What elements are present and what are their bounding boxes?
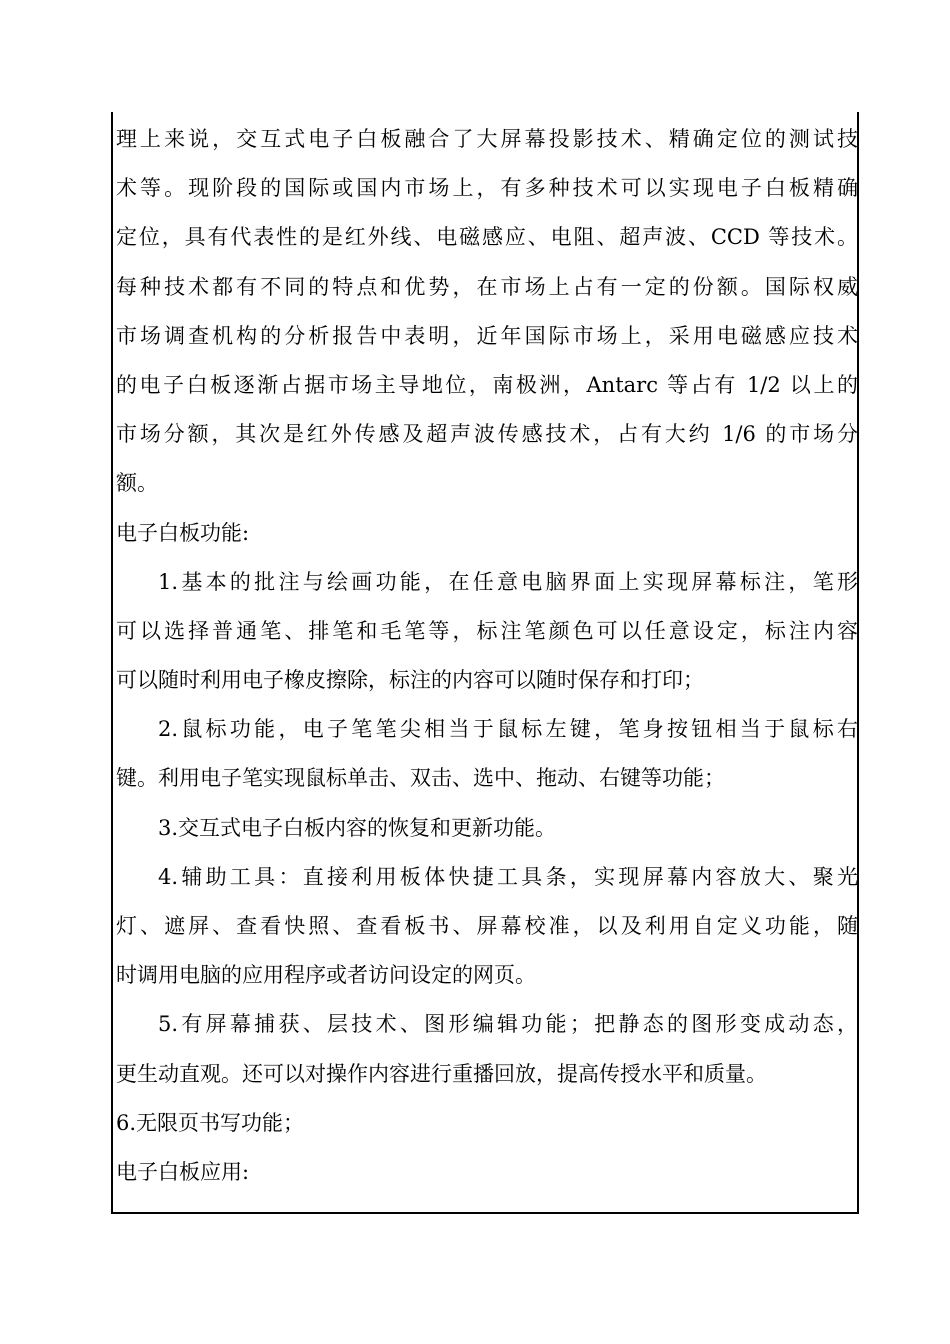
list-item-6: 6.无限页书写功能； bbox=[116, 1110, 305, 1135]
document-body bbox=[116, 115, 858, 1197]
list-item-1-line-1: 1.基本的批注与绘画功能，在任意电脑界面上实现屏幕标注，笔形 bbox=[158, 569, 858, 594]
list-item-3: 3.交互式电子白板内容的恢复和更新功能。 bbox=[158, 815, 557, 840]
list-item-5-line-1: 5.有屏幕捕获、层技术、图形编辑功能；把静态的图形变成动态， bbox=[158, 1012, 858, 1037]
list-item-4-line-1: 4.辅助工具：直接利用板体快捷工具条，实现屏幕内容放大、聚光 bbox=[158, 864, 858, 889]
text-line-4: 每种技术都有不同的特点和优势，在市场上占有一定的份额。国际权威 bbox=[116, 274, 858, 299]
list-item-4-line-2: 灯、遮屏、查看快照、查看板书、屏幕校准，以及利用自定义功能，随 bbox=[116, 914, 858, 938]
text-line-6: 的电子白板逐渐占据市场主导地位，南极洲，Antarc 等占有 1/2 以上的 bbox=[116, 372, 858, 397]
text-line-5: 市场调查机构的分析报告中表明，近年国际市场上，采用电磁感应技术 bbox=[116, 323, 858, 348]
text-line-8: 额。 bbox=[116, 471, 158, 496]
text-line-3: 定位，具有代表性的是红外线、电磁感应、电阻、超声波、CCD 等技术。 bbox=[116, 225, 858, 250]
list-item-2-line-1: 2.鼠标功能，电子笔笔尖相当于鼠标左键，笔身按钮相当于鼠标右 bbox=[158, 717, 858, 742]
text-line-2: 术等。现阶段的国际或国内市场上，有多种技术可以实现电子白板精确 bbox=[116, 176, 858, 201]
text-line-7: 市场分额，其次是红外传感及超声波传感技术，占有大约 1/6 的市场分 bbox=[116, 422, 858, 447]
list-item-4-line-3: 时调用电脑的应用程序或者访问设定的网页。 bbox=[116, 963, 536, 988]
section-heading-functions: 电子白板功能: bbox=[116, 520, 250, 545]
text-line-1: 理上来说，交互式电子白板融合了大屏幕投影技术、精确定位的测试技 bbox=[116, 127, 858, 151]
list-item-1-line-2: 可以选择普通笔、排笔和毛笔等，标注笔颜色可以任意设定，标注内容 bbox=[116, 618, 858, 643]
section-heading-applications: 电子白板应用: bbox=[116, 1159, 250, 1184]
list-item-5-line-2: 更生动直观。还可以对操作内容进行重播回放，提高传授水平和质量。 bbox=[116, 1061, 767, 1086]
list-item-1-line-3: 可以随时利用电子橡皮擦除，标注的内容可以随时保存和打印； bbox=[116, 668, 704, 693]
list-item-2-line-2: 键。利用电子笔实现鼠标单击、双击、选中、拖动、右键等功能； bbox=[116, 766, 725, 791]
